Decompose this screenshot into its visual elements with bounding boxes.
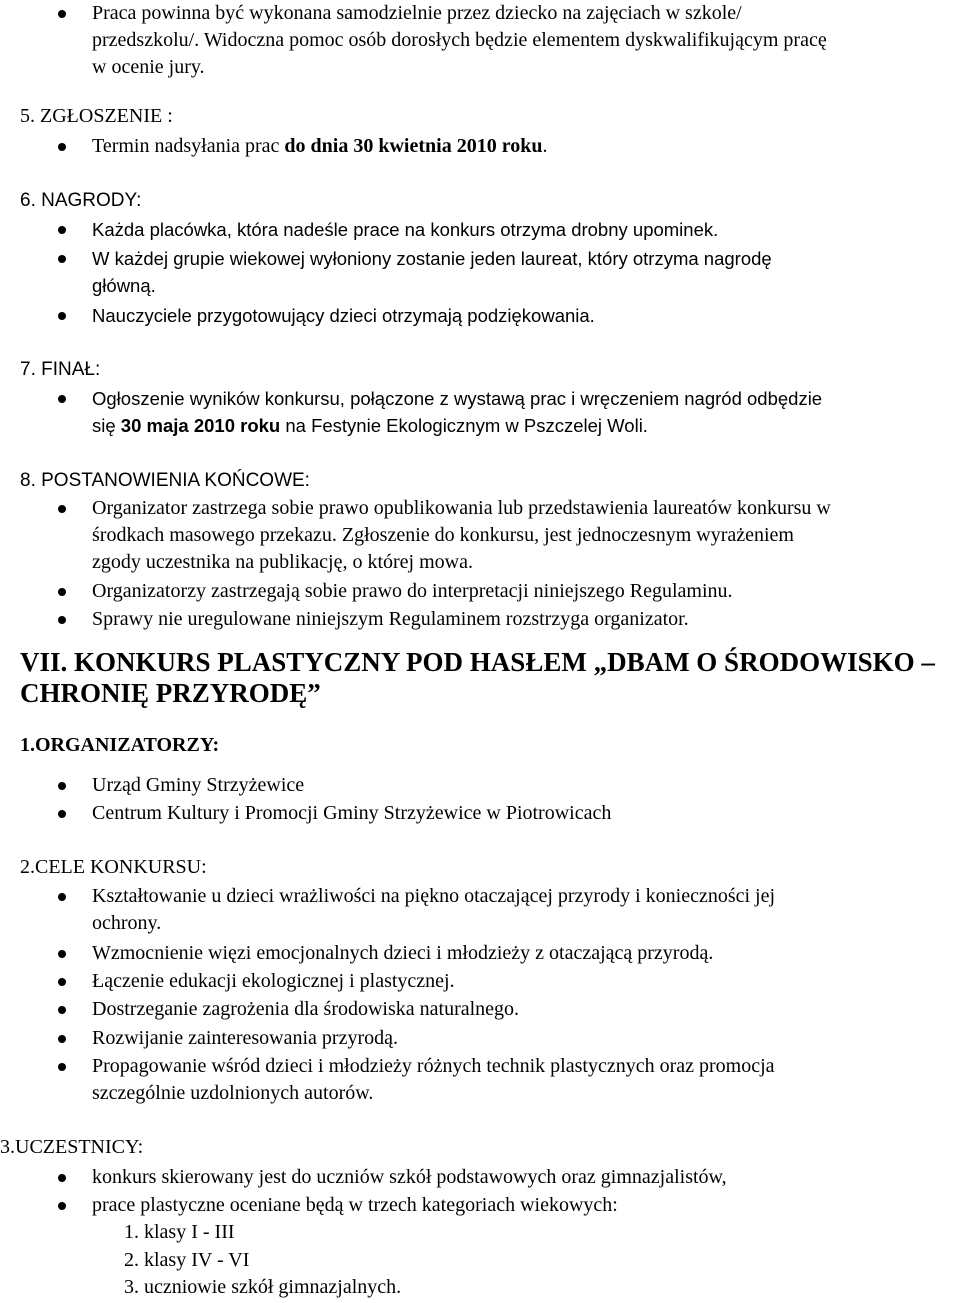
bullet-icon	[58, 588, 66, 596]
bullet-icon	[58, 255, 66, 263]
list-item: Łączenie edukacji ekologicznej i plastycznej.	[0, 968, 960, 995]
chapter-title-cont: CHRONIĘ PRZYRODĘ”	[20, 678, 321, 708]
category-item: 1. klasy I - III	[124, 1221, 235, 1243]
list-item: Praca powinna być wykonana samodzielnie przez dziecko na zajęciach w szkole/ przedszkolu/. Widoczna pomoc osób dorosłych będzie elementem dyskwalifikującym pracę w ocenie jury.	[0, 0, 960, 81]
list-item: Centrum Kultury i Promocji Gminy Strzyżewice w Piotrowicach	[0, 800, 960, 827]
bullet-icon	[58, 950, 66, 958]
bullet-icon	[58, 978, 66, 986]
list-item: Termin nadsyłania prac do dnia 30 kwietnia 2010 roku.	[0, 133, 960, 160]
bullet-icon	[58, 616, 66, 624]
list-item: Każda placówka, która nadeśle prace na konkurs otrzyma drobny upominek.	[0, 216, 960, 243]
bullet-icon	[58, 312, 66, 320]
section-heading-participants: 3.UCZESTNICY:	[0, 1136, 144, 1158]
list-item: Nauczyciele przygotowujący dzieci otrzymają podziękowania.	[0, 302, 960, 329]
category-item: 3. uczniowie szkół gimnazjalnych.	[124, 1276, 402, 1298]
section-heading-5: 5. ZGŁOSZENIE :	[20, 105, 173, 127]
list-item: Rozwijanie zainteresowania przyrodą.	[0, 1025, 960, 1052]
list-item: Propagowanie wśród dzieci i młodzieży różnych technik plastycznych oraz promocja szczególnie uzdolnionych autorów.	[0, 1053, 960, 1107]
section-heading-8: 8. POSTANOWIENIA KOŃCOWE:	[20, 470, 310, 491]
section-heading-7: 7. FINAŁ:	[20, 359, 101, 380]
bullet-icon	[58, 505, 66, 513]
bullet-icon	[58, 226, 66, 234]
bullet-icon	[58, 810, 66, 818]
bullet-icon	[58, 10, 66, 18]
list-item: Wzmocnienie więzi emocjonalnych dzieci i młodzieży z otaczającą przyrodą.	[0, 940, 960, 967]
list-item: prace plastyczne oceniane będą w trzech kategoriach wiekowych:	[0, 1192, 960, 1219]
list-item: Dostrzeganie zagrożenia dla środowiska naturalnego.	[0, 996, 960, 1023]
bullet-icon	[58, 1035, 66, 1043]
bullet-icon	[58, 893, 66, 901]
bullet-icon	[58, 1006, 66, 1014]
bullet-icon	[58, 1063, 66, 1071]
list-item: Organizator zastrzega sobie prawo opublikowania lub przedstawienia laureatów konkursu w środkach masowego przekazu. Zgłoszenie do konkursu, jest jednoczesnym wyrażeniem zgody uczestnika na publikację, o której mowa.	[0, 495, 960, 576]
bullet-icon	[58, 143, 66, 151]
section-heading-goals: 2.CELE KONKURSU:	[20, 856, 207, 878]
bullet-icon	[58, 782, 66, 790]
section-heading-6: 6. NAGRODY:	[20, 190, 142, 211]
list-item: konkurs skierowany jest do uczniów szkół podstawowych oraz gimnazjalistów,	[0, 1164, 960, 1191]
list-item: Sprawy nie uregulowane niniejszym Regulaminem rozstrzyga organizator.	[0, 606, 960, 633]
chapter-title: VII. KONKURS PLASTYCZNY POD HASŁEM „DBAM O ŚRODOWISKO –	[20, 647, 935, 677]
bullet-icon	[58, 395, 66, 403]
list-item: Ogłoszenie wyników konkursu, połączone z wystawą prac i wręczeniem nagród odbędzie się 30 maja 2010 roku na Festynie Ekologicznym w Pszczelej Woli.	[0, 385, 960, 439]
section-heading-organizers: 1.ORGANIZATORZY:	[20, 734, 220, 756]
list-item: Urząd Gminy Strzyżewice	[0, 772, 960, 799]
bullet-icon	[58, 1174, 66, 1182]
list-item: W każdej grupie wiekowej wyłoniony zostanie jeden laureat, który otrzyma nagrodę główną.	[0, 245, 960, 299]
list-item: Kształtowanie u dzieci wrażliwości na piękno otaczającej przyrody i konieczności jej ochrony.	[0, 883, 960, 937]
category-item: 2. klasy IV - VI	[124, 1249, 250, 1271]
bullet-icon	[58, 1202, 66, 1210]
list-item: Organizatorzy zastrzegają sobie prawo do interpretacji niniejszego Regulaminu.	[0, 578, 960, 605]
